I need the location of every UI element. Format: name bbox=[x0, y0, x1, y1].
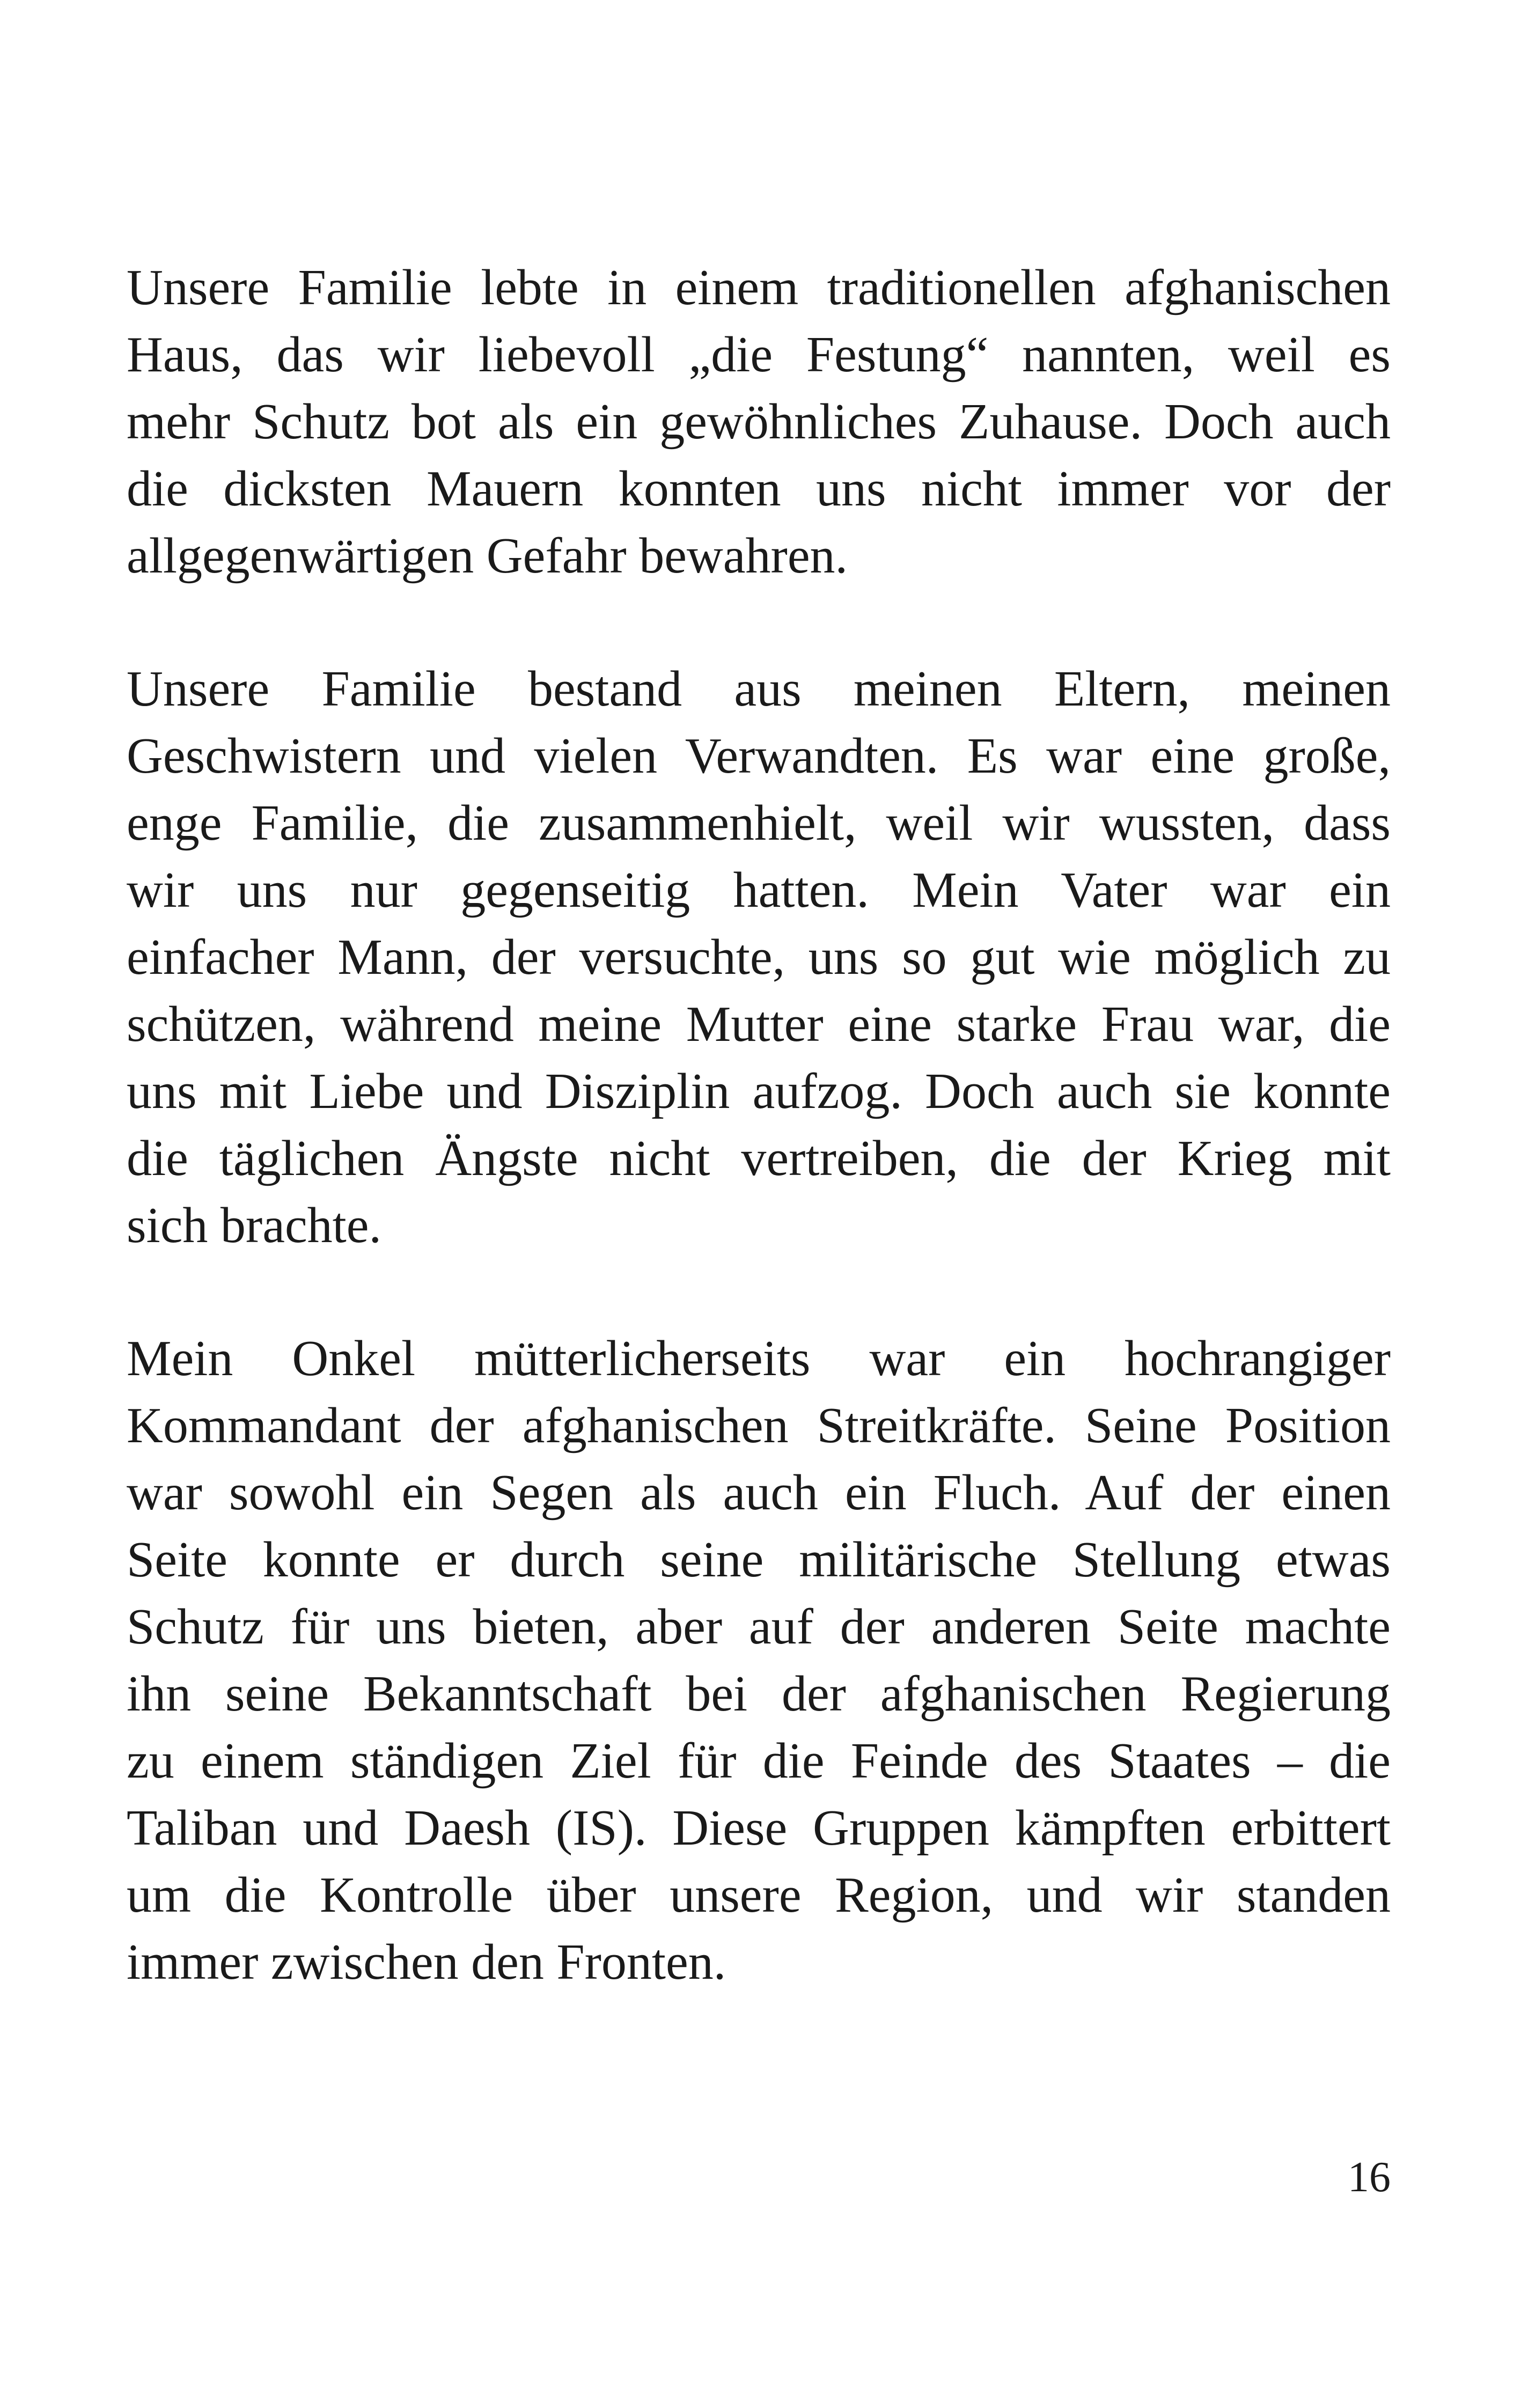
paragraph-line: Taliban und Daesh (IS). Diese Gruppen kämpften erbittert bbox=[127, 1800, 1391, 1856]
paragraph-line: wir uns nur gegenseitig hatten. Mein Vater war ein bbox=[127, 862, 1391, 918]
paragraph-line: war sowohl ein Segen als auch ein Fluch. Auf der einen bbox=[127, 1465, 1391, 1521]
paragraph-line: enge Familie, die zusammenhielt, weil wir wussten, dass bbox=[127, 795, 1391, 851]
paragraph-line: einfacher Mann, der versuchte, uns so gut wie möglich zu bbox=[127, 929, 1391, 985]
paragraph-line: Schutz für uns bieten, aber auf der anderen Seite machte bbox=[127, 1599, 1391, 1655]
paragraph-line: die täglichen Ängste nicht vertreiben, die der Krieg mit bbox=[127, 1130, 1391, 1186]
paragraph-line: Unsere Familie lebte in einem traditionellen afghanischen bbox=[127, 260, 1391, 315]
paragraph-line: Geschwistern und vielen Verwandten. Es war eine große, bbox=[127, 728, 1391, 784]
paragraph-line: Unsere Familie bestand aus meinen Eltern, meinen bbox=[127, 661, 1391, 717]
page-number: 16 bbox=[1348, 2154, 1391, 2201]
paragraph-line: schützen, während meine Mutter eine starke Frau war, die bbox=[127, 996, 1391, 1052]
paragraph-line: die dicksten Mauern konnten uns nicht immer vor der bbox=[127, 461, 1391, 517]
paragraph-1 bbox=[127, 254, 1391, 590]
paragraph-line: Mein Onkel mütterlicherseits war ein hochrangiger bbox=[127, 1331, 1391, 1386]
paragraph-line: allgegenwärtigen Gefahr bewahren. bbox=[127, 528, 848, 584]
paragraph-line: sich brachte. bbox=[127, 1198, 382, 1253]
paragraph-line: Kommandant der afghanischen Streitkräfte. Seine Position bbox=[127, 1398, 1391, 1453]
paragraph-line: um die Kontrolle über unsere Region, und wir standen bbox=[127, 1867, 1391, 1923]
paragraph-line: zu einem ständigen Ziel für die Feinde des Staates – die bbox=[127, 1733, 1391, 1789]
paragraph-line: ihn seine Bekanntschaft bei der afghanischen Regierung bbox=[127, 1666, 1391, 1722]
paragraph-line: Seite konnte er durch seine militärische Stellung etwas bbox=[127, 1532, 1391, 1588]
paragraph-3 bbox=[127, 1325, 1391, 1996]
paragraph-line: Haus, das wir liebevoll „die Festung“ nannten, weil es bbox=[127, 327, 1391, 383]
paragraph-line: mehr Schutz bot als ein gewöhnliches Zuhause. Doch auch bbox=[127, 394, 1391, 450]
paragraph-2 bbox=[127, 656, 1391, 1259]
paragraph-line: immer zwischen den Fronten. bbox=[127, 1934, 726, 1990]
paragraph-line: uns mit Liebe und Disziplin aufzog. Doch auch sie konnte bbox=[127, 1063, 1391, 1119]
